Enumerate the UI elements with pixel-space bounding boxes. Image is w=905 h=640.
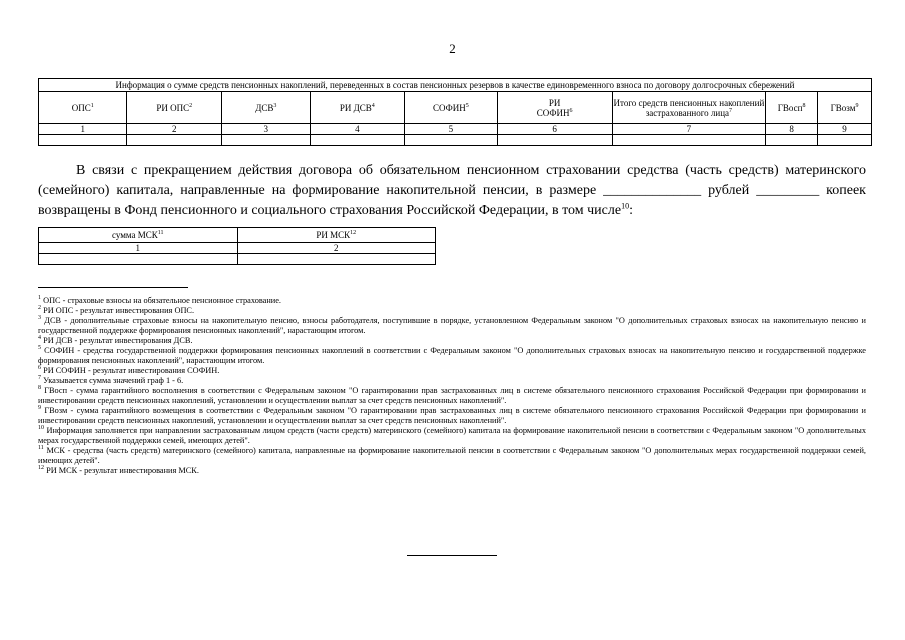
end-line [407,555,497,556]
footnote: $^7$ Указывается сумма значений граф 1 - 6. [38,375,184,385]
msk-table [38,227,436,265]
col-number: 1 [39,243,238,254]
footnote: $^6$ РИ СОФИН - результат инвестирования СОФИН. [38,365,220,375]
col-header: РИ МСК$^{12}$ [237,228,436,243]
footnote: $^3$ ДСВ - дополнительные страховые взносы на накопительную пенсию, взносы работодателя, поступившие в порядке, установленном Федеральным законом "О дополнительных страховых взносах на накопительную пенсию и государственной поддержке формирования пенсионных накоплений", нарастающим итогом. [38,315,866,335]
col-number: 4 [310,124,405,135]
footnote: $^9$ ГВозм - сумма гарантийного возмещения в соответствии с Федеральным законом "О гарантировании прав застрахованных лиц в системе обязательного пенсионного страхования Российской Федерации при формировании и инвестировании средств пенсионных накоплений, установлении и осуществлении выплат за счет средств пенсионных накоплений". [38,405,866,425]
empty-cell[interactable] [237,254,436,265]
empty-cell[interactable] [497,135,612,146]
col-number: 3 [222,124,310,135]
col-header: ОПС$^1$ [39,92,127,124]
col-number: 5 [405,124,498,135]
footnotes [38,296,866,476]
col-header-label: РИ СОФИН [536,97,570,118]
footnote: $^{10}$ Информация заполняется при направлении застрахованным лицом средств (части средств) материнского (семейного) капитала на формирование накопительной пенсии в соответствии с Федеральным законом "О дополнительных мерах государственной поддержки семей, имеющих детей". [38,425,866,445]
footnote: $^4$ РИ ДСВ - результат инвестирования ДСВ. [38,335,193,345]
col-header: РИ ОПС$^2$ [127,92,222,124]
col-number: 1 [39,124,127,135]
empty-cell[interactable] [766,135,818,146]
col-number: 2 [127,124,222,135]
empty-cell[interactable] [405,135,498,146]
col-number: 9 [818,124,872,135]
empty-cell[interactable] [39,254,238,265]
col-header: сумма МСК$^{11}$ [39,228,238,243]
footnote: $^{11}$ МСК - средства (часть средств) материнского (семейного) капитала, направленные на формирование накопительной пенсии в соответствии с Федеральным законом "О дополнительных мерах государственной поддержки семей, имеющих детей". [38,445,866,465]
col-number: 2 [237,243,436,254]
col-header: ДСВ$^3$ [222,92,310,124]
footnote: $^5$ СОФИН - средства государственной поддержки формирования пенсионных накоплений в соответствии с Федеральным законом "О дополнительных страховых взносах на накопительную пенсию и государственной поддержке формирования пенсионных накоплений", нарастающим итогом. [38,345,866,365]
footnote: $^{12}$ РИ МСК - результат инвестирования МСК. [38,465,199,475]
page-number: 2 [449,41,456,56]
table-title: Информация о сумме средств пенсионных накоплений, переведенных в состав пенсионных резервов в качестве единовременного взноса по договору долгосрочных сбережений [39,79,872,92]
footnote: $^2$ РИ ОПС - результат инвестирования ОПС. [38,305,195,315]
pension-savings-table [38,78,872,146]
col-number: 8 [766,124,818,135]
empty-cell[interactable] [310,135,405,146]
footnote: $^1$ ОПС - страховые взносы на обязательное пенсионное страхование. [38,295,281,305]
col-header: РИ СОФИН$^6$ [497,92,612,124]
empty-cell[interactable] [127,135,222,146]
empty-cell[interactable] [39,135,127,146]
col-header: СОФИН$^5$ [405,92,498,124]
empty-cell[interactable] [222,135,310,146]
empty-cell[interactable] [818,135,872,146]
col-number: 7 [612,124,766,135]
footnote-separator [38,287,188,288]
col-header: ГВозм$^9$ [818,92,872,124]
col-header: РИ ДСВ$^4$ [310,92,405,124]
col-header: ГВосп$^8$ [766,92,818,124]
col-number: 6 [497,124,612,135]
body-paragraph: В связи с прекращением действия договора об обязательном пенсионном страховании средства (часть средств) материнского (семейного) капитала, направленные на формирование накопительной пенсии, в размере ______________ рублей _________ копеек возвращены в Фонд пенсионного и социального страхования Российской Федерации, в том числе$^{10}$: [38,163,866,218]
footnote: $^8$ ГВосп - сумма гарантийного восполнения в соответствии с Федеральным законом "О гарантировании прав застрахованных лиц в системе обязательного пенсионного страхования Российской Федерации при формировании и инвестировании средств пенсионных накоплений, установлении и осуществлении выплат за счет средств пенсионных накоплений". [38,385,866,405]
col-header: Итого средств пенсионных накоплений застрахованного лица$^7$ [612,92,766,124]
empty-cell[interactable] [612,135,766,146]
